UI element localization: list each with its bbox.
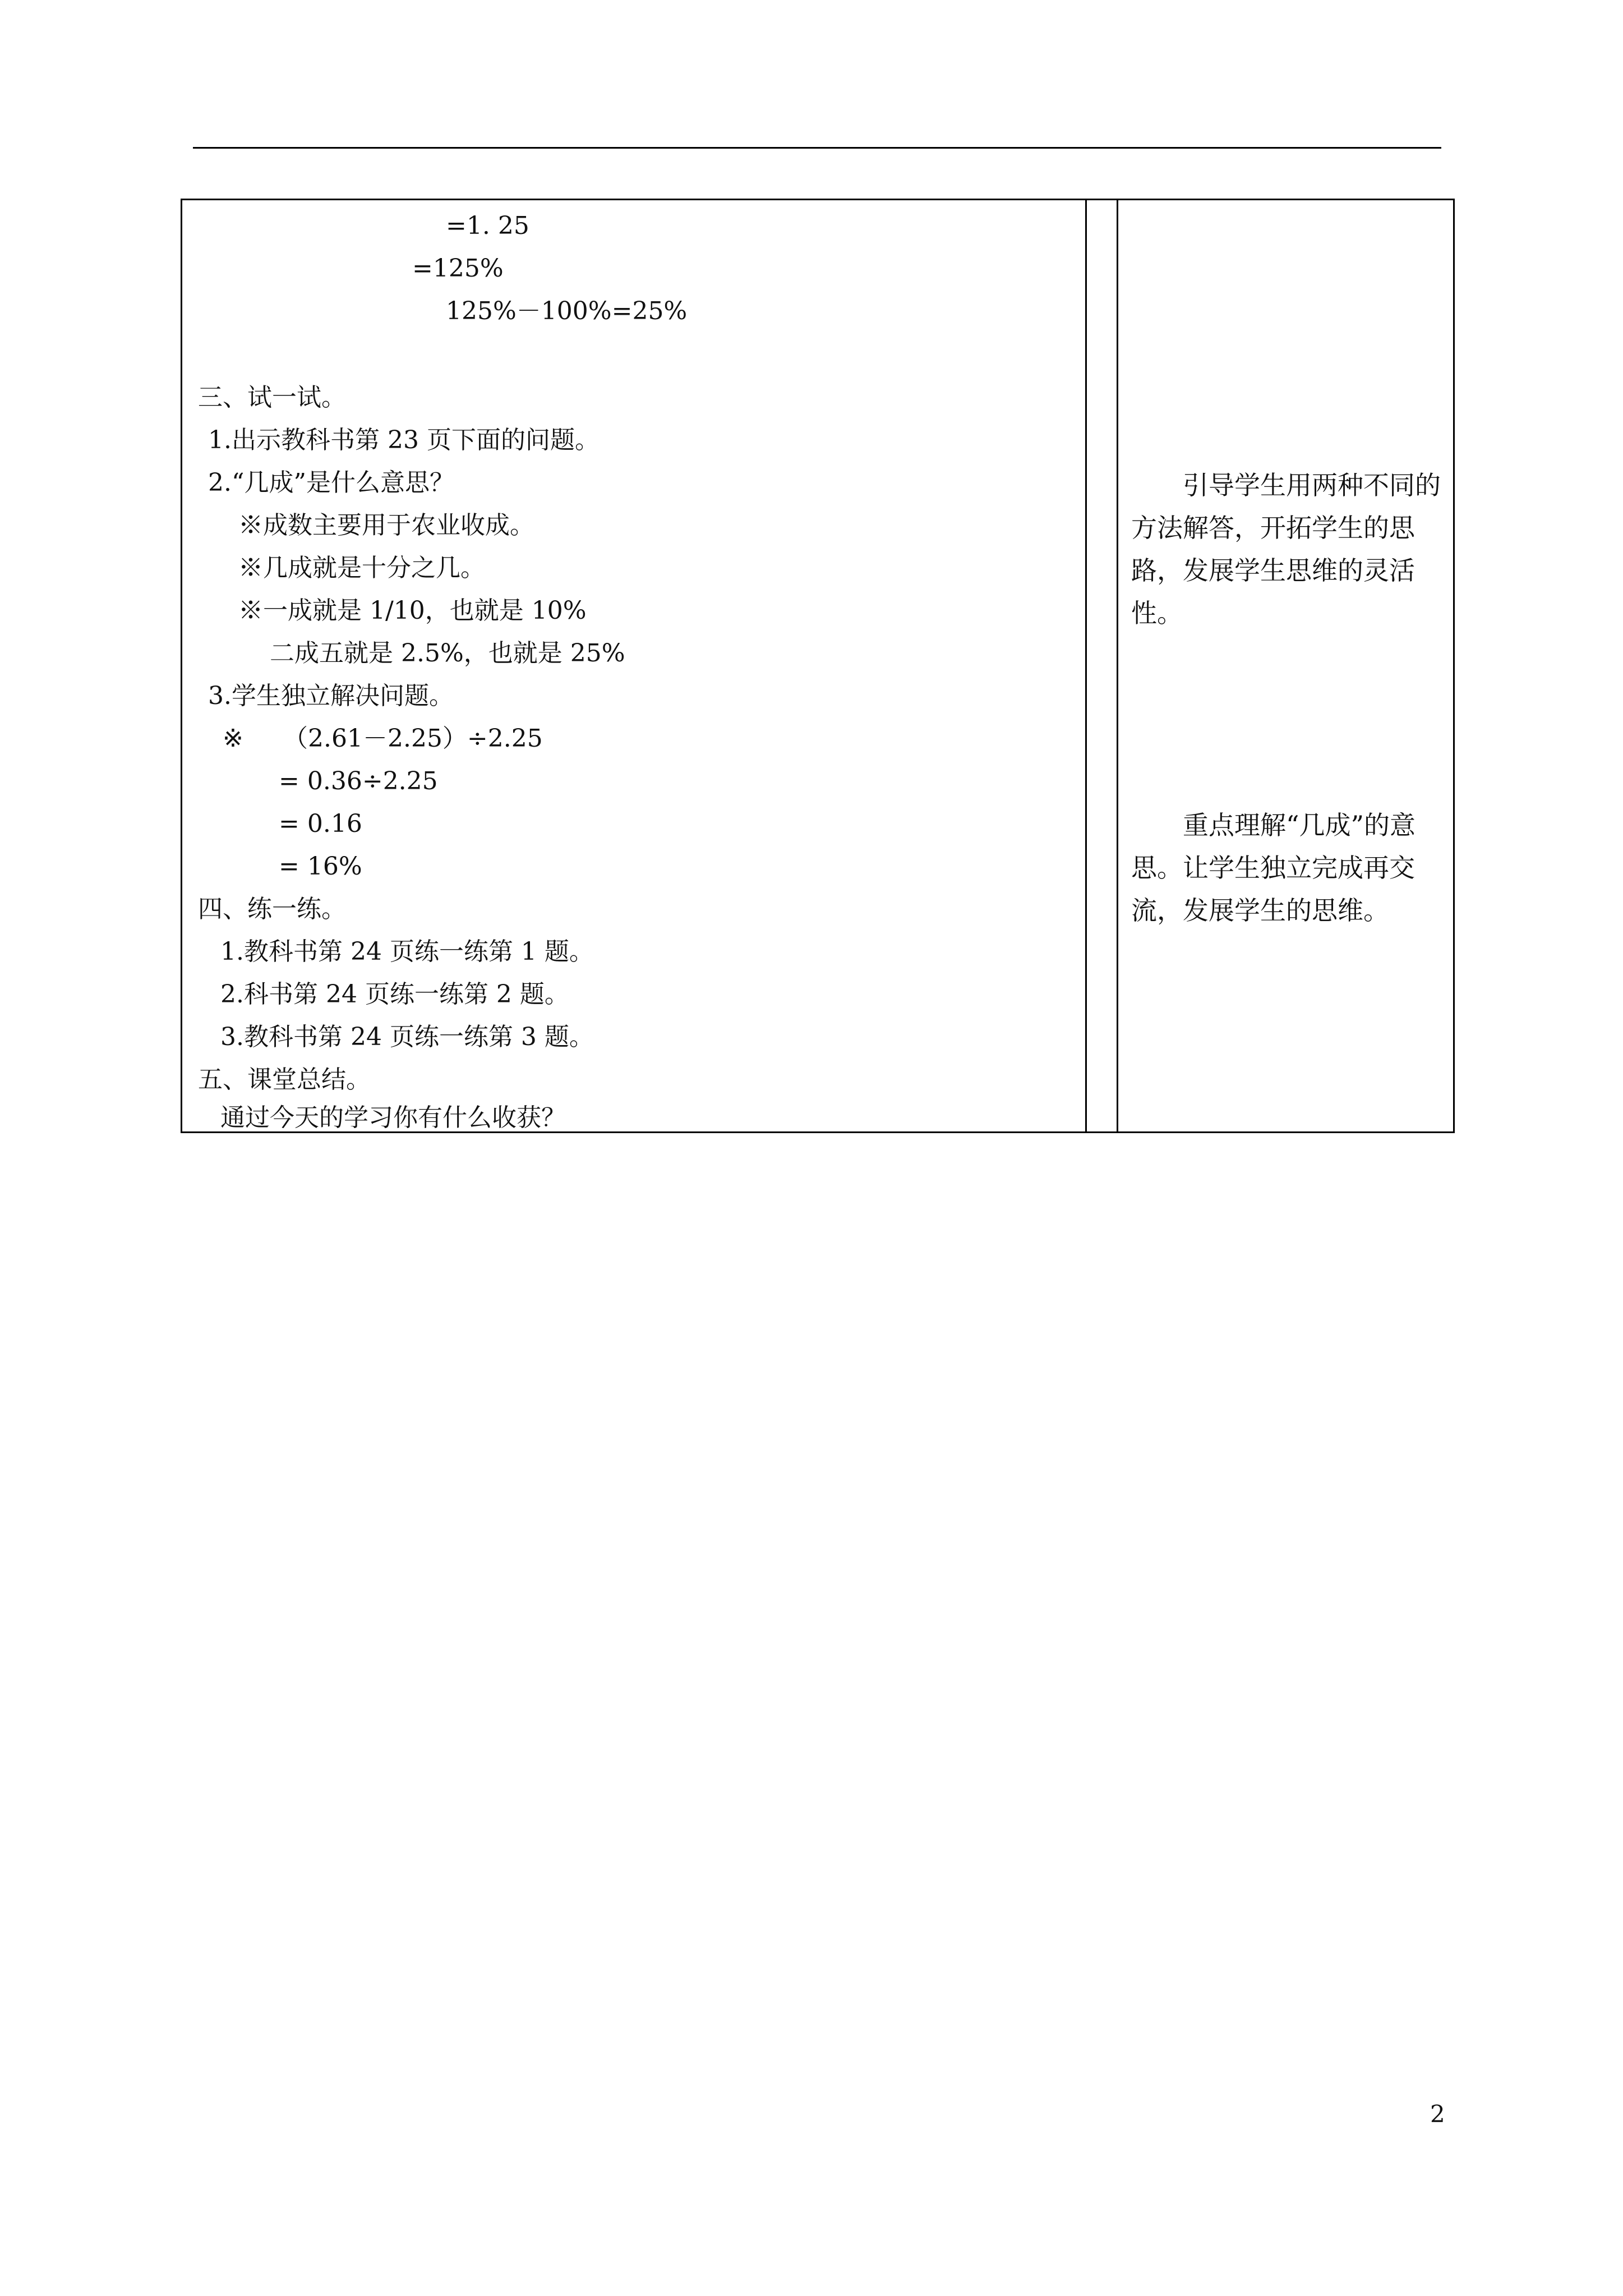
bullet-note: ※成数主要用于农业收成。 xyxy=(238,511,534,540)
column-divider-right xyxy=(1117,200,1118,1131)
calc-line-result-percent: =125% xyxy=(412,254,504,283)
list-item: 1.出示教科书第 23 页下面的问题。 xyxy=(208,426,600,454)
calc-line-step: = 0.16 xyxy=(279,809,362,838)
teaching-note-methods xyxy=(1131,464,1456,634)
list-item: 1.教科书第 24 页练一练第 1 题。 xyxy=(220,937,594,966)
bullet-note: ※几成就是十分之几。 xyxy=(238,554,485,582)
calc-line-expression: （2.61－2.25）÷2.25 xyxy=(283,724,543,753)
column-divider-left xyxy=(1085,200,1087,1131)
list-item: 2.科书第 24 页练一练第 2 题。 xyxy=(220,980,569,1009)
calc-line-result-decimal: =1. 25 xyxy=(446,211,529,240)
summary-question: 通过今天的学习你有什么收获？ xyxy=(220,1103,566,1132)
list-item: 3.学生独立解决问题。 xyxy=(208,682,454,710)
reference-mark: ※ xyxy=(223,724,243,753)
bullet-note: ※一成就是 1/10，也就是 10% xyxy=(238,596,587,625)
bullet-note-continuation: 二成五就是 2.5%，也就是 25% xyxy=(270,639,625,668)
calc-line-step: = 16% xyxy=(279,852,362,881)
section-heading-summary: 五、课堂总结。 xyxy=(198,1065,371,1094)
list-item: 3.教科书第 24 页练一练第 3 题。 xyxy=(220,1023,594,1051)
lesson-plan-table xyxy=(181,199,1455,1133)
page-number: 2 xyxy=(1430,2100,1445,2128)
section-heading-practice: 四、练一练。 xyxy=(198,895,346,923)
list-item: 2.“几成”是什么意思？ xyxy=(208,468,454,497)
teaching-note-meaning xyxy=(1131,804,1456,932)
calc-line-difference: 125%－100%=25% xyxy=(446,297,688,325)
header-rule xyxy=(193,147,1441,149)
calc-line-step: = 0.36÷2.25 xyxy=(279,767,438,795)
teaching-note-text: 重点理解“几成”的意思。让学生独立完成再交流，发展学生的思维。 xyxy=(1131,810,1416,926)
teaching-note-text: 引导学生用两种不同的方法解答，开拓学生的思路，发展学生思维的灵活性。 xyxy=(1131,470,1441,628)
section-heading-try: 三、试一试。 xyxy=(198,383,346,412)
